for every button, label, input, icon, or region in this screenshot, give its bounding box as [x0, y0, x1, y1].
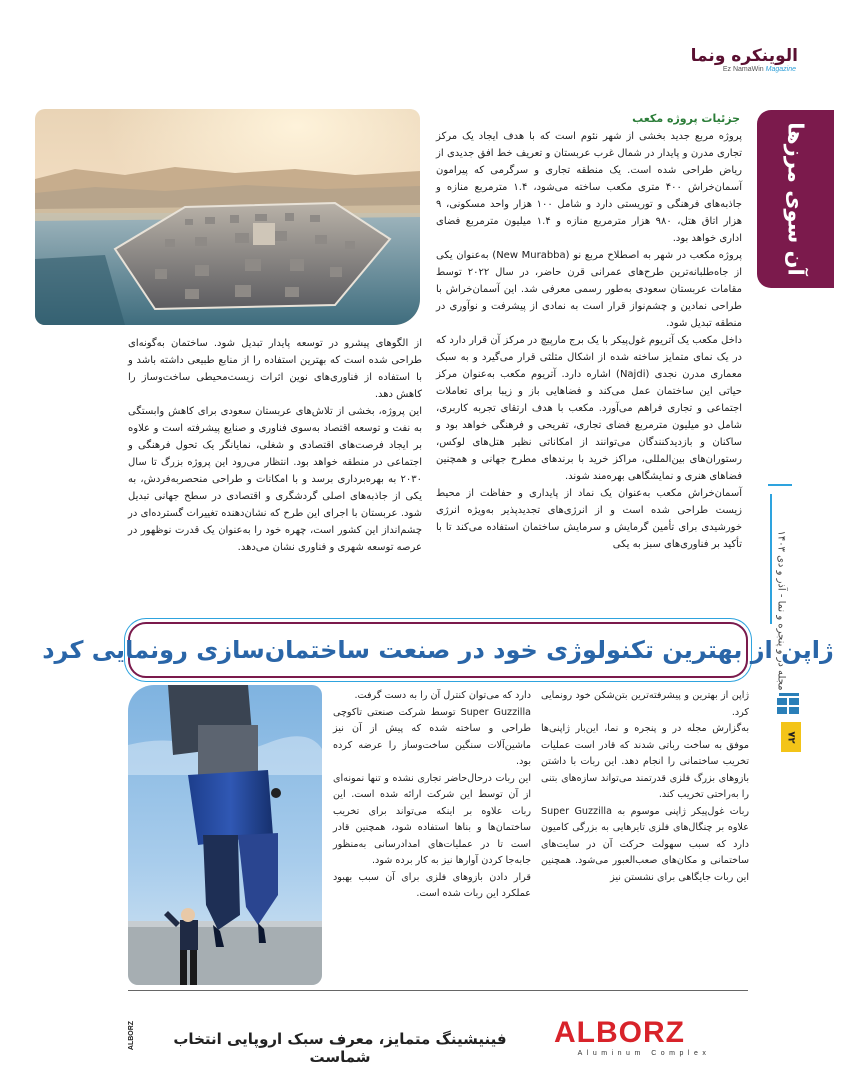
article-paragraph: آسمان‌خراش مکعب به‌عنوان یک نماد از پایداری و حفاظت از محیط زیست طراحی شده است و از انرژی‌های تجدیدپذیر به‌ویژه انرژی خورشیدی برای تأمین گرمایش و سرمایش ساختمان استفاده می‌کند تا با تأکید بر فناوری‌های سبز به یکی — [436, 488, 742, 550]
robot-article-column-right — [541, 688, 749, 886]
logo-magazine-word: Magazine — [765, 66, 796, 73]
alborz-brand-text: ALBORZ — [554, 1016, 685, 1049]
footer-vertical-brand — [124, 1014, 140, 1056]
magazine-logo — [648, 46, 798, 76]
logo-english-text — [723, 66, 796, 73]
article-paragraph: دارد که می‌توان کنترل آن را به دست گرفت. — [354, 690, 531, 701]
article-paragraph: پروژه مکعب در شهر به اصطلاح مربع نو (New Murabba) به‌عنوان یکی از جاه‌طلبانه‌ترین طرح‌های عمرانی قرن حاضر، در سال ۲۰۲۲ توسط مقامات عربستان سعودی به‌طور رسمی معرفی شد. این آسمان‌خراش با طراحی نمادین و چشم‌نواز قرار است به نمادی از پیشرفت و نوآوری در منطقه تبدیل شود. — [436, 250, 742, 329]
article-paragraph: Super Guzzilla توسط شرکت صنعتی تاکوچی طراحی و ساخته شده که پیش از آن نیز ماشین‌آلات سنگین ساخت‌وساز را عرضه کرده بود. — [333, 706, 531, 767]
footer-divider — [128, 990, 748, 991]
article-column-left — [128, 335, 422, 556]
logo-persian-text: الوینکره ونما — [690, 46, 798, 66]
article-paragraph: داخل مکعب یک آتریوم غول‌پیکر با یک برج مارپیچ در مرکز آن قرار دارد که در یک نمای متمایز ساخته شده از اشکال مثلثی قرار می‌گیرد و به سبک معماری مدرن نجدی (Najdi) اشاره دارد. آتریوم مکعب به‌عنوان مرکز حیاتی این ساختمان عمل می‌کند و فضاهایی باز و زیبا برای تعاملات اجتماعی و تجاری فراهم می‌آورد. مکعب با هدف ارتقای تجربه کاربری، شامل دو میلیون مترمربع فضای تجاری، تفریحی و فرهنگی خواهد بود و ساکنان و بازدیدکنندگان می‌توانند از امکاناتی نظیر هتل‌های لوکس، رستوران‌های بین‌المللی، مراکز خرید با برندهای مطرح جهانی و همچنین فضاهای هنری و نمایشگاهی بهره‌مند شوند. — [436, 335, 743, 482]
side-accent-hook — [768, 484, 792, 486]
article-paragraph: به‌گزارش مجله در و پنجره و نما، این‌بار ژاپنی‌ها موفق به ساخت رباتی شدند که قادر است عملیات تخریب ساختمانی را انجام دهد. این ربات با داشتن بازوهای بزرگ فلزی قدرتمند می‌تواند سازه‌های بتنی را به‌راحتی تخریب کند. — [541, 723, 749, 800]
page-number — [781, 722, 801, 752]
article-paragraph: از الگوهای پیشرو در توسعه پایدار تبدیل شود. ساختمان به‌گونه‌ای طراحی شده است که بهترین استفاده را از منابع طبیعی داشته باشد و با استفاده از فناوری‌های نوین اثرات زیست‌محیطی ساخت‌وساز را کاهش دهد. — [128, 338, 422, 400]
article-column-right — [436, 128, 742, 553]
magazine-issue-title — [766, 500, 796, 720]
alborz-brand-wordmark — [554, 1018, 732, 1048]
window-icon — [777, 693, 801, 715]
article-section-heading: جزئیات پروژه مکعب — [632, 112, 740, 125]
footer-slogan: فینیشینگ متمایز، معرف سبک اروپایی انتخاب شماست — [173, 1030, 507, 1066]
article-paragraph: پروژه مربع جدید بخشی از شهر نئوم است که با هدف ایجاد یک مرکز تجاری مدرن و پایدار در شمال غرب عربستان و تعریف خط افق جدیدی از ریاض طراحی شده است. یک منطقه تجاری و سرگرمی که پیرامون آسمان‌خراش ۴۰۰ متری مکعب ساخته می‌شود، ۱.۴ مترمربع منازه و جاذبه‌های فرهنگی و توریستی دارد و شامل ۱۰۰ هزار واحد مسکونی، ۹ هزار اتاق هتل، ۹۸۰ هزار مترمربع منازه و ۱.۴ میلیون مترمربع فضای اداری خواهد بود. — [436, 131, 742, 244]
article-paragraph: این ربات درحال‌حاضر تجاری نشده و تنها نمونه‌ای از آن توسط این شرکت ارائه شده است. این ربات علاوه بر اینکه می‌تواند برای تخریب ساختمان‌ها و بناها استفاده شود، همچنین قادر است تا در عملیات‌های امدادرسانی به‌منظور جابه‌جا کردن آوارها نیز به کار برده شود. — [333, 772, 531, 866]
demolition-robot-photo — [128, 685, 322, 985]
footer-vertical-brand-text: ALBORZ — [128, 1020, 136, 1050]
article-headline: ژاپن از بهترین تکنولوژی خود در صنعت ساختمان‌سازی رونمایی کرد — [42, 636, 834, 664]
article-paragraph: قرار دادن بازوهای فلزی برای آن سبب بهبود عملکرد این ربات شده است. — [333, 871, 531, 899]
page-number-text: ۷۲ — [785, 730, 797, 744]
section-tab — [757, 110, 834, 288]
headline-frame — [42, 622, 834, 678]
magazine-issue-text: مجله در و پنجره و نما - آذر و دی ۱۴۰۳ — [775, 529, 787, 691]
alborz-brand-subtitle: Aluminum Complex — [577, 1050, 711, 1057]
logo-english-name: Ez NamaWin — [722, 66, 764, 73]
article-paragraph: ربات غول‌پیکر ژاپنی موسوم به Super Guzzilla علاوه بر چنگال‌های فلزی تایرهایی به بزرگی کامیون دارد که سبب سهولت حرکت آن در سایت‌های ساختمانی و مکان‌های صعب‌العبور می‌شود. همچنین این ربات جایگاهی برای نشستن نیز — [541, 805, 749, 883]
alborz-logo — [554, 1016, 732, 1057]
robot-article-column-left — [333, 688, 531, 903]
new-murabba-aerial-photo — [35, 109, 420, 325]
article-paragraph: ژاپن از بهترین و پیشرفته‌ترین بتن‌شکن خود رونمایی کرد. — [541, 690, 749, 718]
article-paragraph: این پروژه، بخشی از تلاش‌های عربستان سعودی برای کاهش وابستگی به نفت و توسعه اقتصاد به‌سوی فناوری و صنایع پیشرفته است و علاوه بر ایجاد فرصت‌های اقتصادی و شغلی، نمایانگر یک تحول فرهنگی و اجتماعی در منطقه خواهد بود. انتظار می‌رود این پروژه بزرگ تا سال ۲۰۳۰ به بهره‌برداری برسد و با امکانات و طراحی منحصربه‌فردش، به یکی از جاذبه‌های اصلی گردشگری و اقتصادی در سطح جهانی تبدیل شود. عربستان با اجرای این طرح که نشان‌دهنده تغییرات گسترده‌ای در چشم‌انداز این کشور است، چهره خود را به‌عنوان یک قدرت نوظهور در عرصه توسعه شهری و فناوری نشان می‌دهد. — [128, 406, 422, 553]
section-tab-label: آن سوی مرزها — [783, 122, 808, 276]
